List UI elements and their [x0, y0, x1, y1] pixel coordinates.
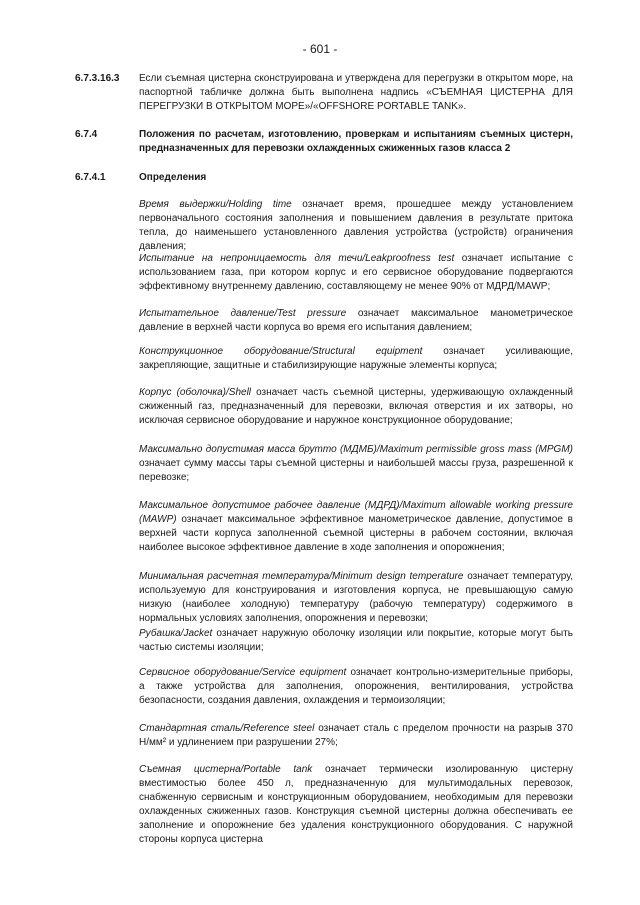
- definition-term: Конструкционное оборудование/Structural equipment: [139, 346, 423, 357]
- definition-mpgm: [139, 443, 573, 485]
- definition-term: Стандартная сталь/Reference steel: [139, 723, 315, 734]
- definition-text: означает часть съемной цистерны, удерживающую охлажденный сжиженный газ, предназначенный для перевозки, включая отверстия и их затворы, но исключая сервисное оборудование и наружное конструкционное оборудование;: [139, 387, 573, 426]
- definition-leakproofness-test: [139, 252, 573, 294]
- definition-text: означает термически изолированную цистерну вместимостью более 450 л, предназначенную для мультимодальных перевозок, снабженную сервисным и конструкционным оборудованием, необходимым для перевозки охлажденных сжиженных газов. Конструкция съемной цистерны должна обеспечивать ее заполнение и опорожнение без удаления конструкционного оборудования. С наружной стороны корпуса цистерна: [139, 764, 573, 845]
- definition-test-pressure: [139, 307, 573, 335]
- definition-holding-time: [139, 198, 573, 254]
- section-number: 6.7.4: [75, 129, 98, 140]
- definition-term: Испытание на непроницаемость для течи/Leakproofness test: [139, 253, 455, 264]
- definition-text: означает сумму массы тары съемной цистерны и наибольшей массы груза, разрешенной к перевозке;: [139, 458, 573, 483]
- definition-shell: [139, 386, 573, 428]
- definition-term: Съемная цистерна/Portable tank: [139, 764, 313, 775]
- definition-term: Максимально допустимая масса брутто (МДМБ)/Maximum permissible gross mass (MPGM): [139, 444, 573, 455]
- definition-minimum-design-temperature: [139, 570, 573, 626]
- definition-mawp: [139, 499, 573, 555]
- definition-text: означает наружную оболочку изоляции или покрытие, которые могут быть частью системы изоляции;: [139, 628, 573, 653]
- definition-term: Время выдержки/Holding time: [139, 199, 292, 210]
- definition-reference-steel: [139, 722, 573, 750]
- definition-text: означает максимальное эффективное манометрическое давление, допустимое в верхней части корпуса заполненной съемной цистерны в рабочем состоянии, включая наиболее высокое эффективное давление в ходе заполнения и опорожнения;: [139, 514, 573, 553]
- definition-term: Минимальная расчетная температура/Minimum design temperature: [139, 571, 464, 582]
- definition-portable-tank: [139, 763, 573, 847]
- definition-text: означает время, прошедшее между установлением первоначального состояния заполнения и повышением давления в результате притока тепла, до наименьшего установленного давления устройства (устройств) ограничения давления;: [139, 199, 573, 252]
- definition-jacket: [139, 627, 573, 655]
- section-number: 6.7.3.16.3: [75, 73, 120, 84]
- definition-service-equipment: [139, 666, 573, 708]
- section-text: Если съемная цистерна сконструирована и утверждена для перегрузки в открытом море, на паспортной табличке должна быть выполнена надпись «СЪЕМНАЯ ЦИСТЕРНА ДЛЯ ПЕРЕГРУЗКИ В ОТКРЫТОМ МОРЕ»/«OFFSHORE PORTABLE TANK».: [139, 73, 573, 112]
- definition-text: означает температуру, используемую для конструирования и изготовления корпуса, не превышающую самую низкую (наиболее холодную) температуру (рабочую температуру) содержимого в нормальных условиях заполнения, опорожнения и перевозки;: [139, 571, 573, 624]
- definition-term: Рубашка/Jacket: [139, 628, 213, 639]
- definition-text: означает усиливающие, закрепляющие, защитные и стабилизирующие наружные элементы корпуса;: [139, 346, 573, 371]
- definition-text: означает контрольно-измерительные приборы, а также устройства для заполнения, опорожнения, вентилирования, устройства безопасности, создания давления, охлаждения и термоизоляции;: [139, 667, 574, 706]
- page-number: - 601 -: [302, 42, 338, 56]
- definition-text: означает сталь с пределом прочности на разрыв 370 Н/мм² и удлинением при разрушении 27%;: [139, 723, 573, 748]
- section-heading: Определения: [139, 172, 207, 183]
- section-number: 6.7.4.1: [75, 172, 106, 183]
- definition-text: означает испытание с использованием газа, при котором корпус и его сервисное оборудование подвергаются эффективному внутреннему давлению, составляющему не менее 90% от МДРД/MAWP;: [139, 253, 573, 292]
- definition-text: означает максимальное манометрическое давление в верхней части корпуса во время его испытания давлением;: [139, 308, 574, 333]
- section-heading: Положения по расчетам, изготовлению, проверкам и испытаниям съемных цистерн, предназначенных для перевозки охлажденных сжиженных газов класса 2: [139, 129, 573, 154]
- definition-term: Максимальное допустимое рабочее давление (МДРД)/Maximum allowable working pressure (MAWP): [139, 500, 573, 525]
- definition-term: Корпус (оболочка)/Shell: [139, 387, 252, 398]
- definition-structural-equipment: [139, 345, 573, 373]
- definition-term: Испытательное давление/Test pressure: [139, 308, 347, 319]
- definition-term: Сервисное оборудование/Service equipment: [139, 667, 347, 678]
